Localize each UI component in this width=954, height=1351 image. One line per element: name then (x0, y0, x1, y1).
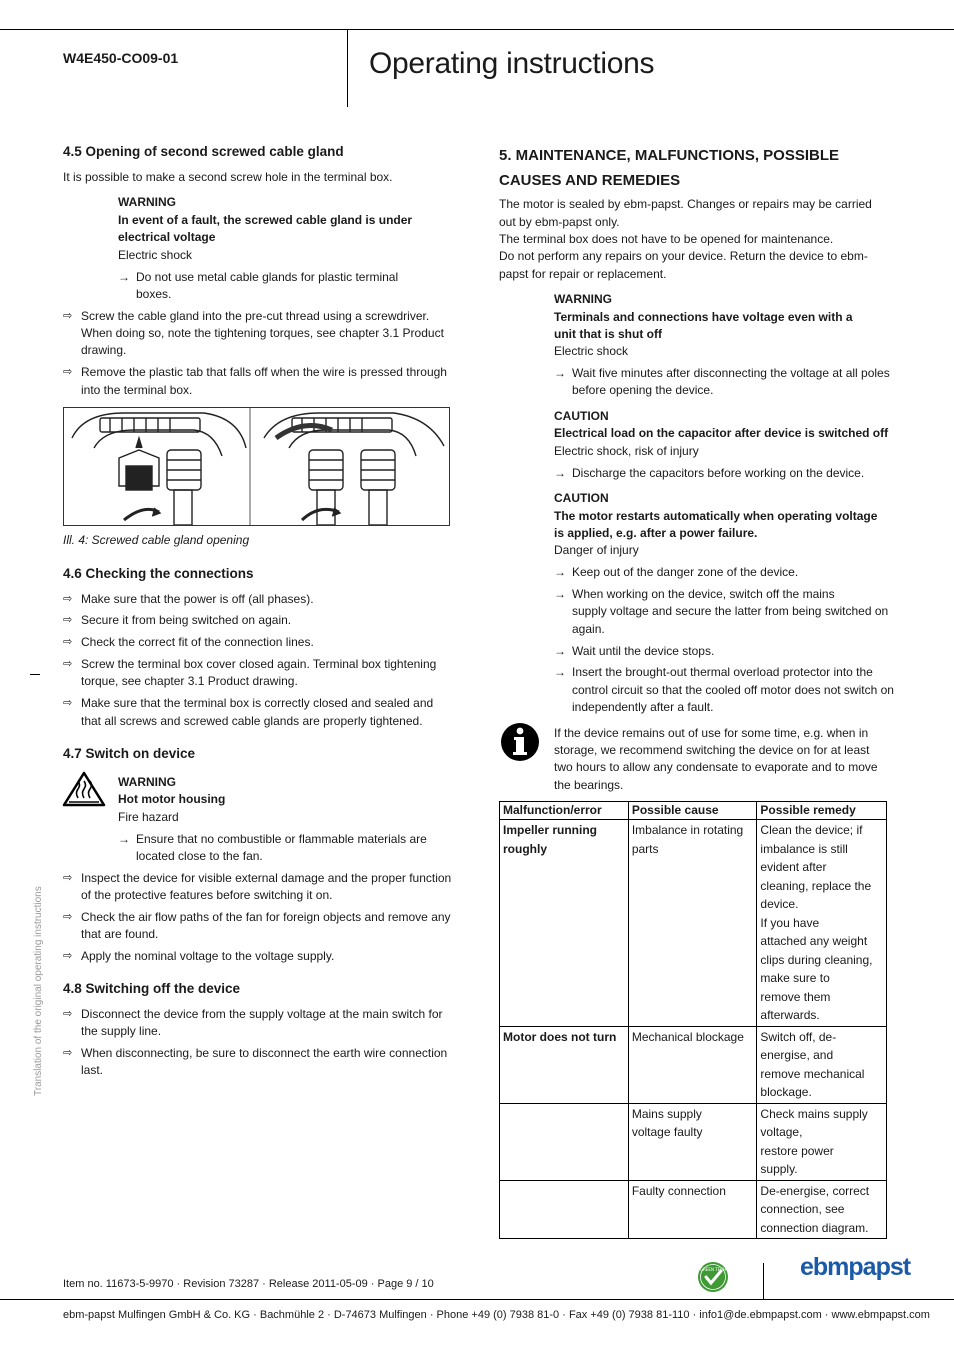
warning-text: In event of a fault, the screwed cable gland is under (118, 213, 413, 227)
list-item-cont: torque, see chapter 3.1 Product drawing. (81, 674, 298, 688)
paragraph: The motor is sealed by ebm-papst. Changes or repairs may be carried (499, 197, 872, 211)
footer-rule (0, 1299, 954, 1300)
table-cell (500, 1180, 629, 1239)
list-item: ⇨ Inspect the device for visible external damage and the proper function (63, 871, 452, 885)
measure-item: → Do not use metal cable glands for plastic terminal (118, 269, 398, 287)
list-item: ⇨ Remove the plastic tab that falls off when the wire is pressed through (63, 365, 447, 379)
list-item: ⇨ Screw the terminal box cover closed again. Terminal box tightening (63, 657, 437, 671)
page-title: Operating instructions (369, 47, 655, 80)
paragraph: Do not perform any repairs on your device. Return the device to ebm- (499, 249, 868, 263)
list-item-cont: When doing so, note the tightening torques, see chapter 3.1 Product (81, 326, 444, 340)
warning-text: Hot motor housing (118, 792, 226, 806)
caution-text: is applied, e.g. after a power failure. (554, 526, 758, 540)
section-heading-5: 5. MAINTENANCE, MALFUNCTIONS, POSSIBLE CAUSES AND REMEDIES (499, 147, 840, 189)
list-item: ⇨ Apply the nominal voltage to the voltage supply. (63, 949, 335, 963)
measure-item-cont: control circuit so that the cooled off motor does not switch on (572, 683, 894, 697)
list-item-cont: of the protective features before switching it on. (81, 888, 333, 902)
arrow-bullet-icon: → (554, 665, 566, 679)
table-cell (500, 1103, 629, 1180)
list-item-cont: drawing. (81, 343, 127, 357)
model-number: W4E450-CO09-01 (63, 50, 179, 66)
malfunction-table (499, 801, 887, 1239)
column-header: Possible remedy (757, 802, 887, 820)
arrow-bullet-icon: → (554, 466, 566, 480)
measure-item-cont: again. (572, 622, 605, 636)
list-item: ⇨ Check the air flow paths of the fan for foreign objects and remove any (63, 910, 451, 924)
cable-gland-drawing (64, 408, 449, 525)
info-text: the bearings. (554, 778, 624, 792)
warning-text: Terminals and connections have voltage even with a (554, 310, 853, 324)
table-cell: Faulty connection (628, 1180, 757, 1239)
measure-item: → Ensure that no combustible or flammable materials are (118, 831, 427, 849)
info-text: If the device remains out of use for some time, e.g. when in (554, 726, 869, 740)
warning-hot-surface-icon (62, 771, 106, 813)
table-row (500, 1026, 887, 1103)
svg-text:GREEN TECH: GREEN TECH (700, 1267, 726, 1272)
arrow-bullet-icon: → (554, 644, 566, 658)
list-item: ⇨ When disconnecting, be sure to disconnect the earth wire connection (63, 1046, 448, 1060)
footer-address: ebm-papst Mulfingen GmbH & Co. KG · Bachmühle 2 · D-74673 Mulfingen · Phone +49 (0) 7938 81-0 · Fax +49 (0) 7938 81-110 · info1@de.ebmpapst.com · www.ebmpapst.com (63, 1309, 930, 1321)
table-cell: Mains supply voltage faulty (628, 1103, 757, 1180)
table-header-row (500, 802, 887, 820)
table-cell: Motor does not turn (500, 1026, 629, 1103)
arrow-bullet-icon: → (118, 270, 130, 284)
warning-text: unit that is shut off (554, 327, 662, 341)
table-cell: Switch off, de- energise, and remove mechanical blockage. (757, 1026, 887, 1103)
header-divider (347, 30, 348, 107)
hazard-text: Fire hazard (118, 810, 179, 824)
measure-item: → Discharge the capacitors before working on the device. (554, 465, 864, 483)
warning-label: WARNING (118, 775, 176, 789)
column-header: Possible cause (628, 802, 757, 820)
list-item: ⇨ Make sure that the terminal box is correctly closed and sealed and (63, 696, 434, 710)
measure-item-cont: independently after a fault. (572, 700, 714, 714)
table-row (500, 1103, 887, 1180)
table-cell: Imbalance in rotating parts (628, 820, 757, 1027)
header-top-rule (0, 29, 954, 30)
list-item-cont: last. (81, 1063, 104, 1077)
section-heading-4-6: 4.6 Checking the connections (63, 566, 254, 581)
measure-item-cont: located close to the fan. (136, 849, 263, 863)
hazard-text: Electric shock (118, 248, 193, 262)
measure-item-cont: before opening the device. (572, 383, 714, 397)
column-header: Malfunction/error (500, 802, 629, 820)
sidebar-note: Translation of the original operating instructions (33, 886, 44, 1096)
table-cell: Impeller running roughly (500, 820, 629, 1027)
info-text: two hours to allow any condensate to evaporate and to move (554, 760, 878, 774)
table-row (500, 1180, 887, 1239)
hazard-text: Electric shock (554, 344, 629, 358)
table-cell: Check mains supply voltage, restore power supply. (757, 1103, 887, 1180)
table-cell: Clean the device; if imbalance is still evident after cleaning, replace the device. If you have attached any weight clips during cleaning, make sure to remove them afterwards. (757, 820, 887, 1027)
warning-label: WARNING (554, 292, 612, 306)
table-row (500, 820, 887, 1027)
arrow-bullet-icon: → (118, 832, 130, 846)
section-heading-4-5: 4.5 Opening of second screwed cable gland (63, 144, 344, 159)
ebmpapst-logo: ebmpapst (800, 1253, 911, 1281)
table-cell: Mechanical blockage (628, 1026, 757, 1103)
list-item-cont: that all screws and screwed cable glands are properly tightened. (81, 714, 423, 728)
paragraph: The terminal box does not have to be opened for maintenance. (499, 232, 834, 246)
list-item: ⇨ Screw the cable gland into the pre-cut thread using a screwdriver. (63, 309, 430, 323)
margin-mark (30, 674, 40, 675)
paragraph: papst for repair or replacement. (499, 267, 667, 281)
green-tech-badge-icon (697, 1261, 729, 1299)
warning-text: electrical voltage (118, 230, 216, 244)
measure-item-cont: supply voltage and secure the latter from being switched on (572, 604, 889, 618)
caution-text: The motor restarts automatically when operating voltage (554, 509, 878, 523)
info-icon (499, 721, 543, 769)
caution-label: CAUTION (554, 409, 609, 423)
measure-item: → Wait five minutes after disconnecting the voltage at all poles (554, 365, 890, 383)
figure-caption: Ill. 4: Screwed cable gland opening (63, 533, 250, 547)
measure-item: → Wait until the device stops. (554, 643, 714, 661)
list-item-cont: the supply line. (81, 1024, 162, 1038)
arrow-bullet-icon: → (554, 565, 566, 579)
section-heading-4-8: 4.8 Switching off the device (63, 981, 241, 996)
caution-label: CAUTION (554, 491, 609, 505)
measure-item-cont: boxes. (136, 287, 172, 301)
measure-item: → Insert the brought-out thermal overload protector into the (554, 664, 873, 682)
paragraph: out by ebm-papst only. (499, 215, 620, 229)
cable-gland-illustration (63, 407, 450, 526)
warning-label: WARNING (118, 195, 176, 209)
hazard-text: Danger of injury (554, 543, 639, 557)
footer-item-info: Item no. 11673-5-9970 · Revision 73287 · Release 2011-05-09 · Page 9 / 10 (63, 1278, 434, 1290)
info-text: storage, we recommend switching the device on for at least (554, 743, 870, 757)
list-item-cont: that are found. (81, 927, 159, 941)
list-item: ⇨ Secure it from being switched on again. (63, 613, 292, 627)
arrow-bullet-icon: → (554, 587, 566, 601)
list-item: ⇨ Disconnect the device from the supply voltage at the main switch for (63, 1007, 443, 1021)
footer-divider (763, 1263, 764, 1299)
list-item: ⇨ Make sure that the power is off (all phases). (63, 592, 314, 606)
paragraph: It is possible to make a second screw hole in the terminal box. (63, 170, 393, 184)
caution-text: Electrical load on the capacitor after device is switched off (554, 426, 889, 440)
arrow-bullet-icon: → (554, 366, 566, 380)
section-heading-4-7: 4.7 Switch on device (63, 746, 196, 761)
measure-item: → Keep out of the danger zone of the device. (554, 564, 798, 582)
table-cell: De-energise, correct connection, see connection diagram. (757, 1180, 887, 1239)
hazard-text: Electric shock, risk of injury (554, 444, 699, 458)
list-item-cont: into the terminal box. (81, 383, 193, 397)
measure-item: → When working on the device, switch off the mains (554, 586, 835, 604)
list-item: ⇨ Check the correct fit of the connection lines. (63, 635, 314, 649)
